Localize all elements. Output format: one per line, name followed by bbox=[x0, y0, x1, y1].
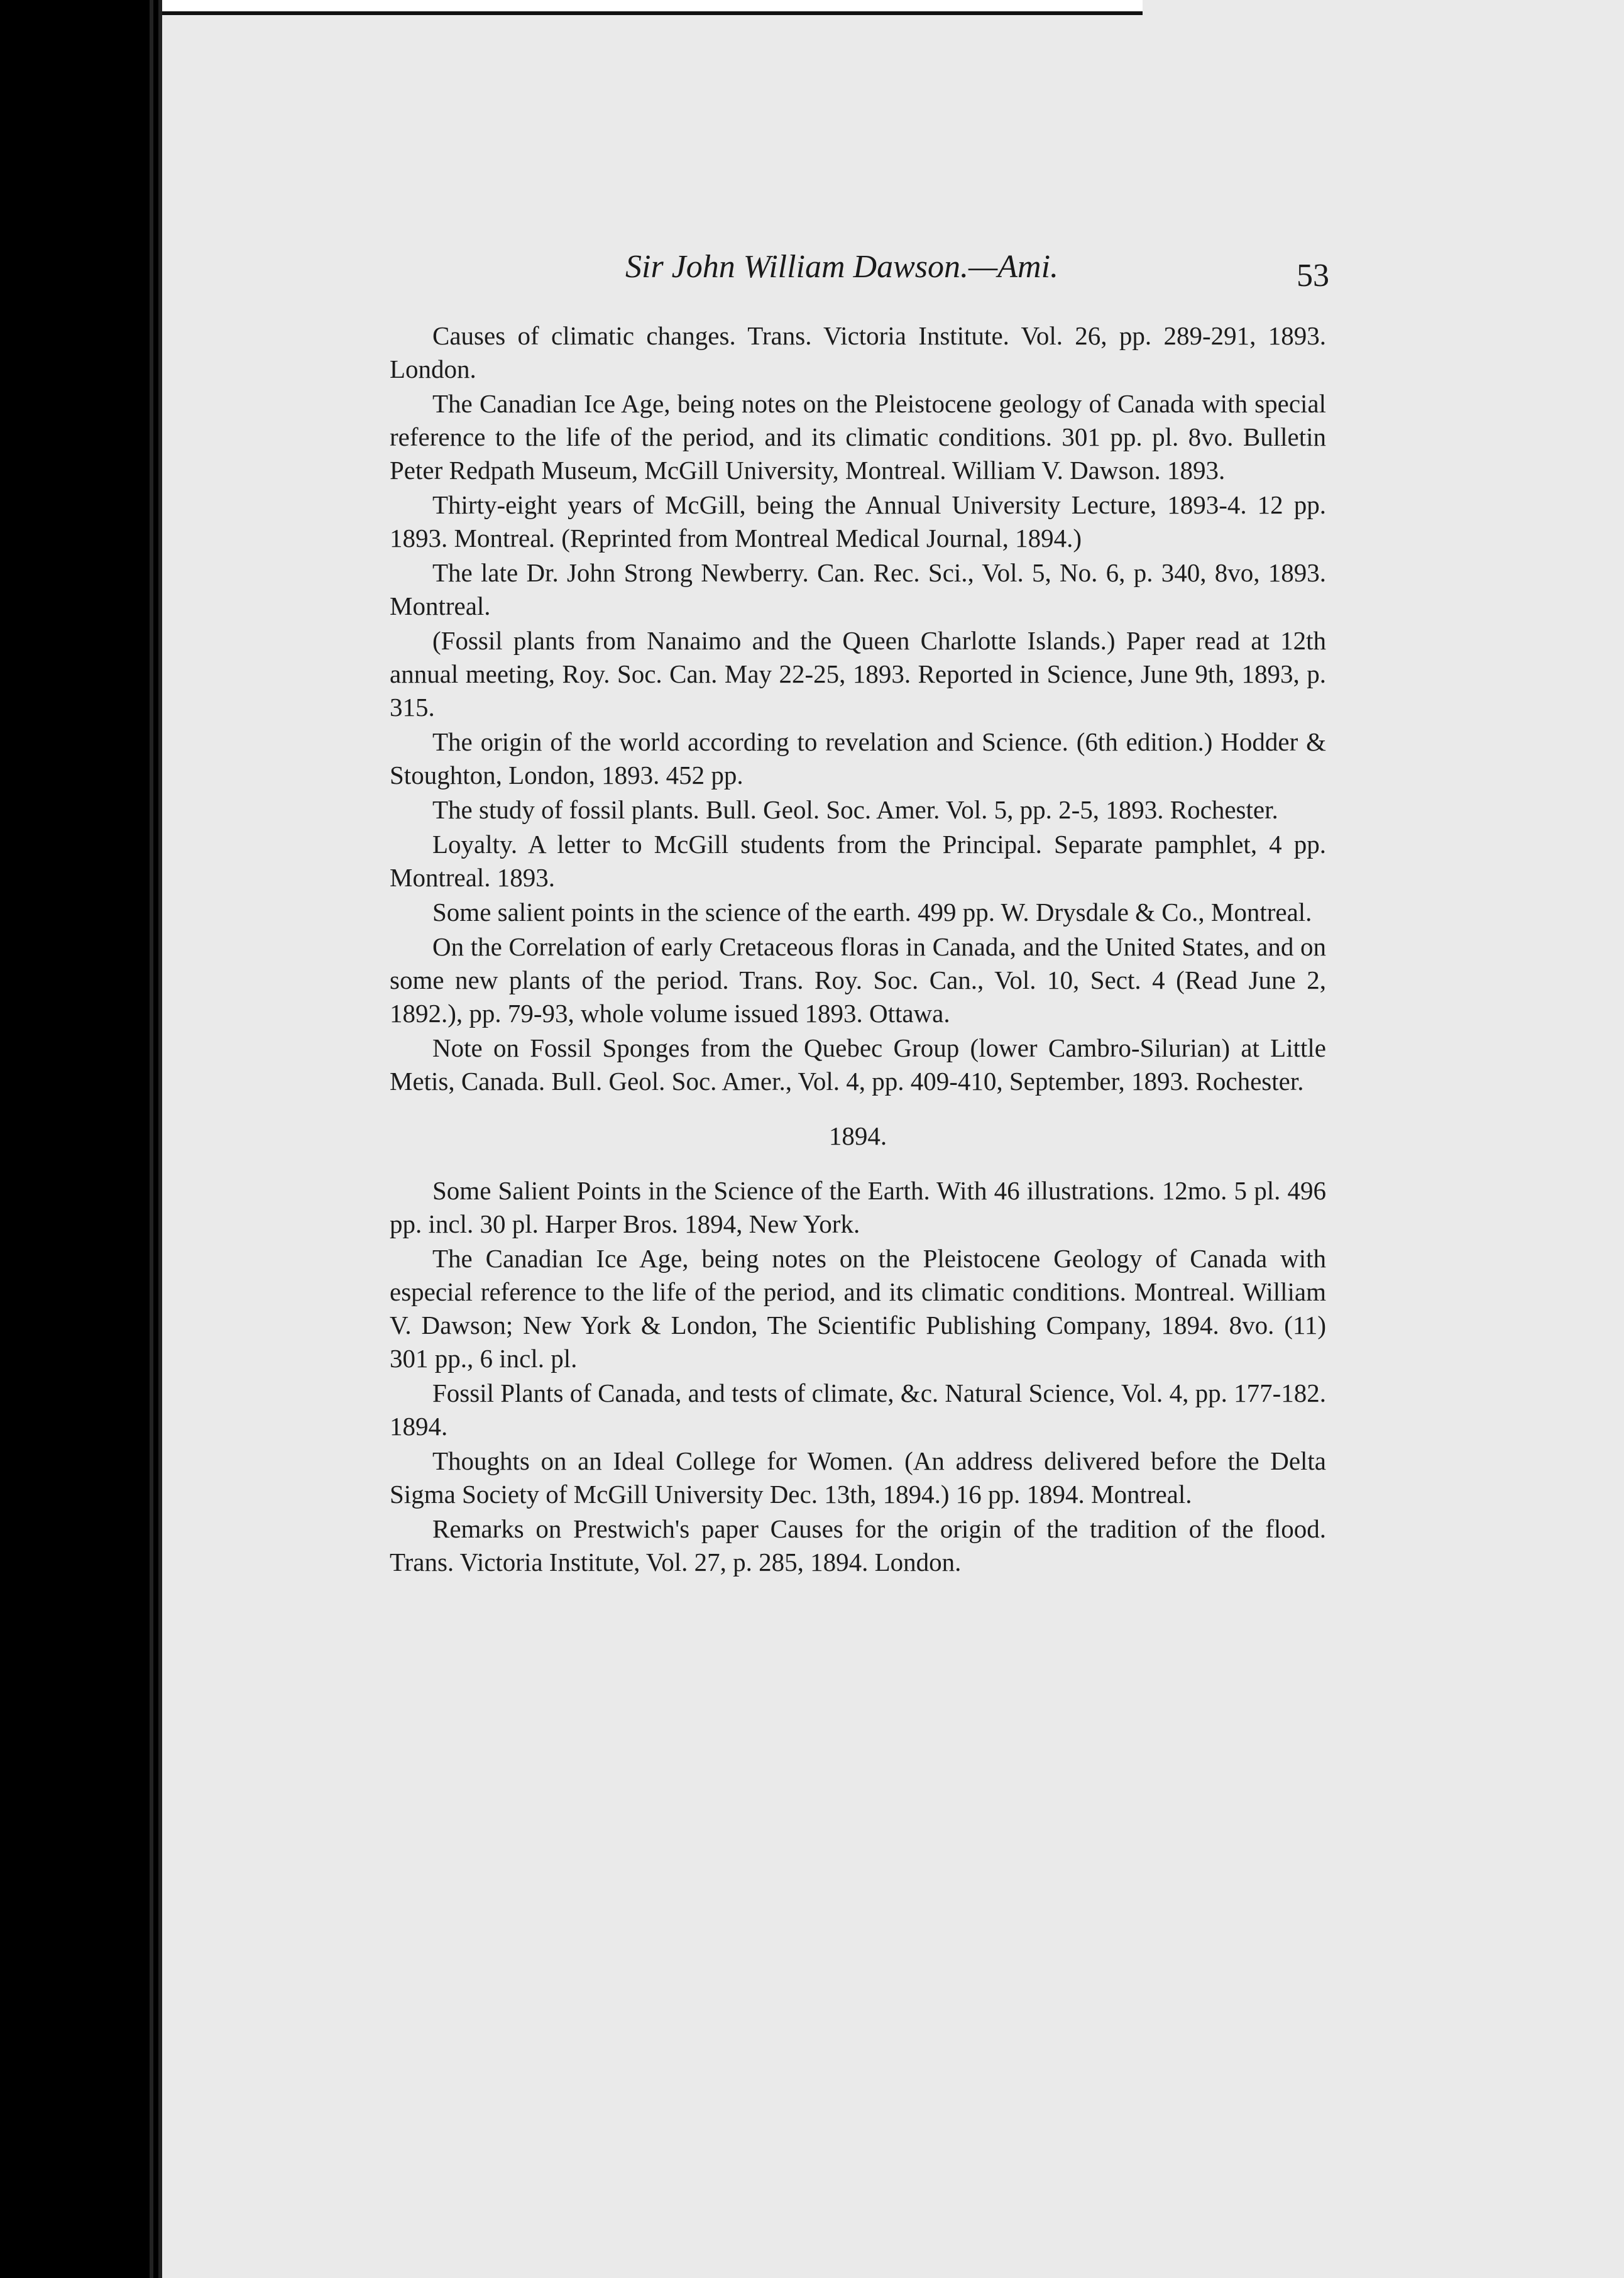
page-header bbox=[625, 248, 1329, 305]
bibliography-entry: Some salient points in the science of the earth. 499 pp. W. Drysdale & Co., Montreal. bbox=[432, 898, 1312, 927]
bibliography-entry: The late Dr. John Strong Newberry. Can. Rec. Sci., Vol. 5, No. 6, p. 340, 8vo, 1893. Montreal. bbox=[390, 558, 1326, 620]
bibliography-entry: Remarks on Prestwich's paper Causes for the origin of the tradition of the flood. Trans. Victoria Institute, Vol. 27, p. 285, 1894. London. bbox=[390, 1514, 1326, 1576]
bibliography-entry: Thoughts on an Ideal College for Women. (An address delivered before the Delta Sigma Society of McGill University Dec. 13th, 1894.) 16 pp. 1894. Montreal. bbox=[390, 1446, 1326, 1509]
bibliography-entry: On the Correlation of early Cretaceous floras in Canada, and the United States, and on some new plants of the period. Trans. Roy. Soc. Can., Vol. 10, Sect. 4 (Read June 2, 1892.), pp. 79-93, whole volume issued 1893. Ottawa. bbox=[390, 932, 1326, 1028]
bibliography-entry: (Fossil plants from Nanaimo and the Queen Charlotte Islands.) Paper read at 12th annual meeting, Roy. Soc. Can. May 22-25, 1893. Reported in Science, June 9th, 1893, p. 315. bbox=[390, 626, 1326, 722]
bibliography-entry: Some Salient Points in the Science of the Earth. With 46 illustrations. 12mo. 5 pl. 496 pp. incl. 30 pl. Harper Bros. 1894, New York. bbox=[390, 1176, 1326, 1238]
bibliography-entry: The Canadian Ice Age, being notes on the Pleistocene geology of Canada with special reference to the life of the period, and its climatic conditions. 301 pp. pl. 8vo. Bulletin Peter Redpath Museum, McGill University, Montreal. William V. Dawson. 1893. bbox=[390, 389, 1326, 485]
bibliography-entry: Loyalty. A letter to McGill students from the Principal. Separate pamphlet, 4 pp. Montreal. 1893. bbox=[390, 830, 1326, 892]
bibliography-entry: Causes of climatic changes. Trans. Victoria Institute. Vol. 26, pp. 289-291, 1893. London. bbox=[390, 321, 1326, 383]
bibliography-text bbox=[390, 319, 1326, 1580]
bibliography-entry: The origin of the world according to revelation and Science. (6th edition.) Hodder & Stoughton, London, 1893. 452 pp. bbox=[390, 727, 1326, 790]
bibliography-entry: Note on Fossil Sponges from the Quebec Group (lower Cambro-Silurian) at Little Metis, Canada. Bull. Geol. Soc. Amer., Vol. 4, pp. 409-410, September, 1893. Rochester. bbox=[390, 1033, 1326, 1096]
bibliography-entry: The Canadian Ice Age, being notes on the Pleistocene Geology of Canada with especial reference to the life of the period, and its climatic conditions. Montreal. William V. Dawson; New York & London, The Scientific Publishing Company, 1894. 8vo. (11) 301 pp., 6 incl. pl. bbox=[390, 1244, 1326, 1373]
page-top-edge bbox=[162, 0, 1143, 15]
spine-line-left bbox=[150, 0, 153, 2278]
bibliography-entry: Thirty-eight years of McGill, being the Annual University Lecture, 1893-4. 12 pp. 1893. Montreal. (Reprinted from Montreal Medical Journal, 1894.) bbox=[390, 490, 1326, 553]
bibliography-entry: The study of fossil plants. Bull. Geol. Soc. Amer. Vol. 5, pp. 2-5, 1893. Rochester. bbox=[432, 795, 1278, 824]
bibliography-entry: Fossil Plants of Canada, and tests of climate, &c. Natural Science, Vol. 4, pp. 177-182. 1894. bbox=[390, 1378, 1326, 1441]
year-heading: 1894. bbox=[828, 1121, 887, 1150]
running-head: Sir John William Dawson.—Ami. bbox=[625, 249, 1059, 285]
page-number: 53 bbox=[1297, 258, 1329, 294]
